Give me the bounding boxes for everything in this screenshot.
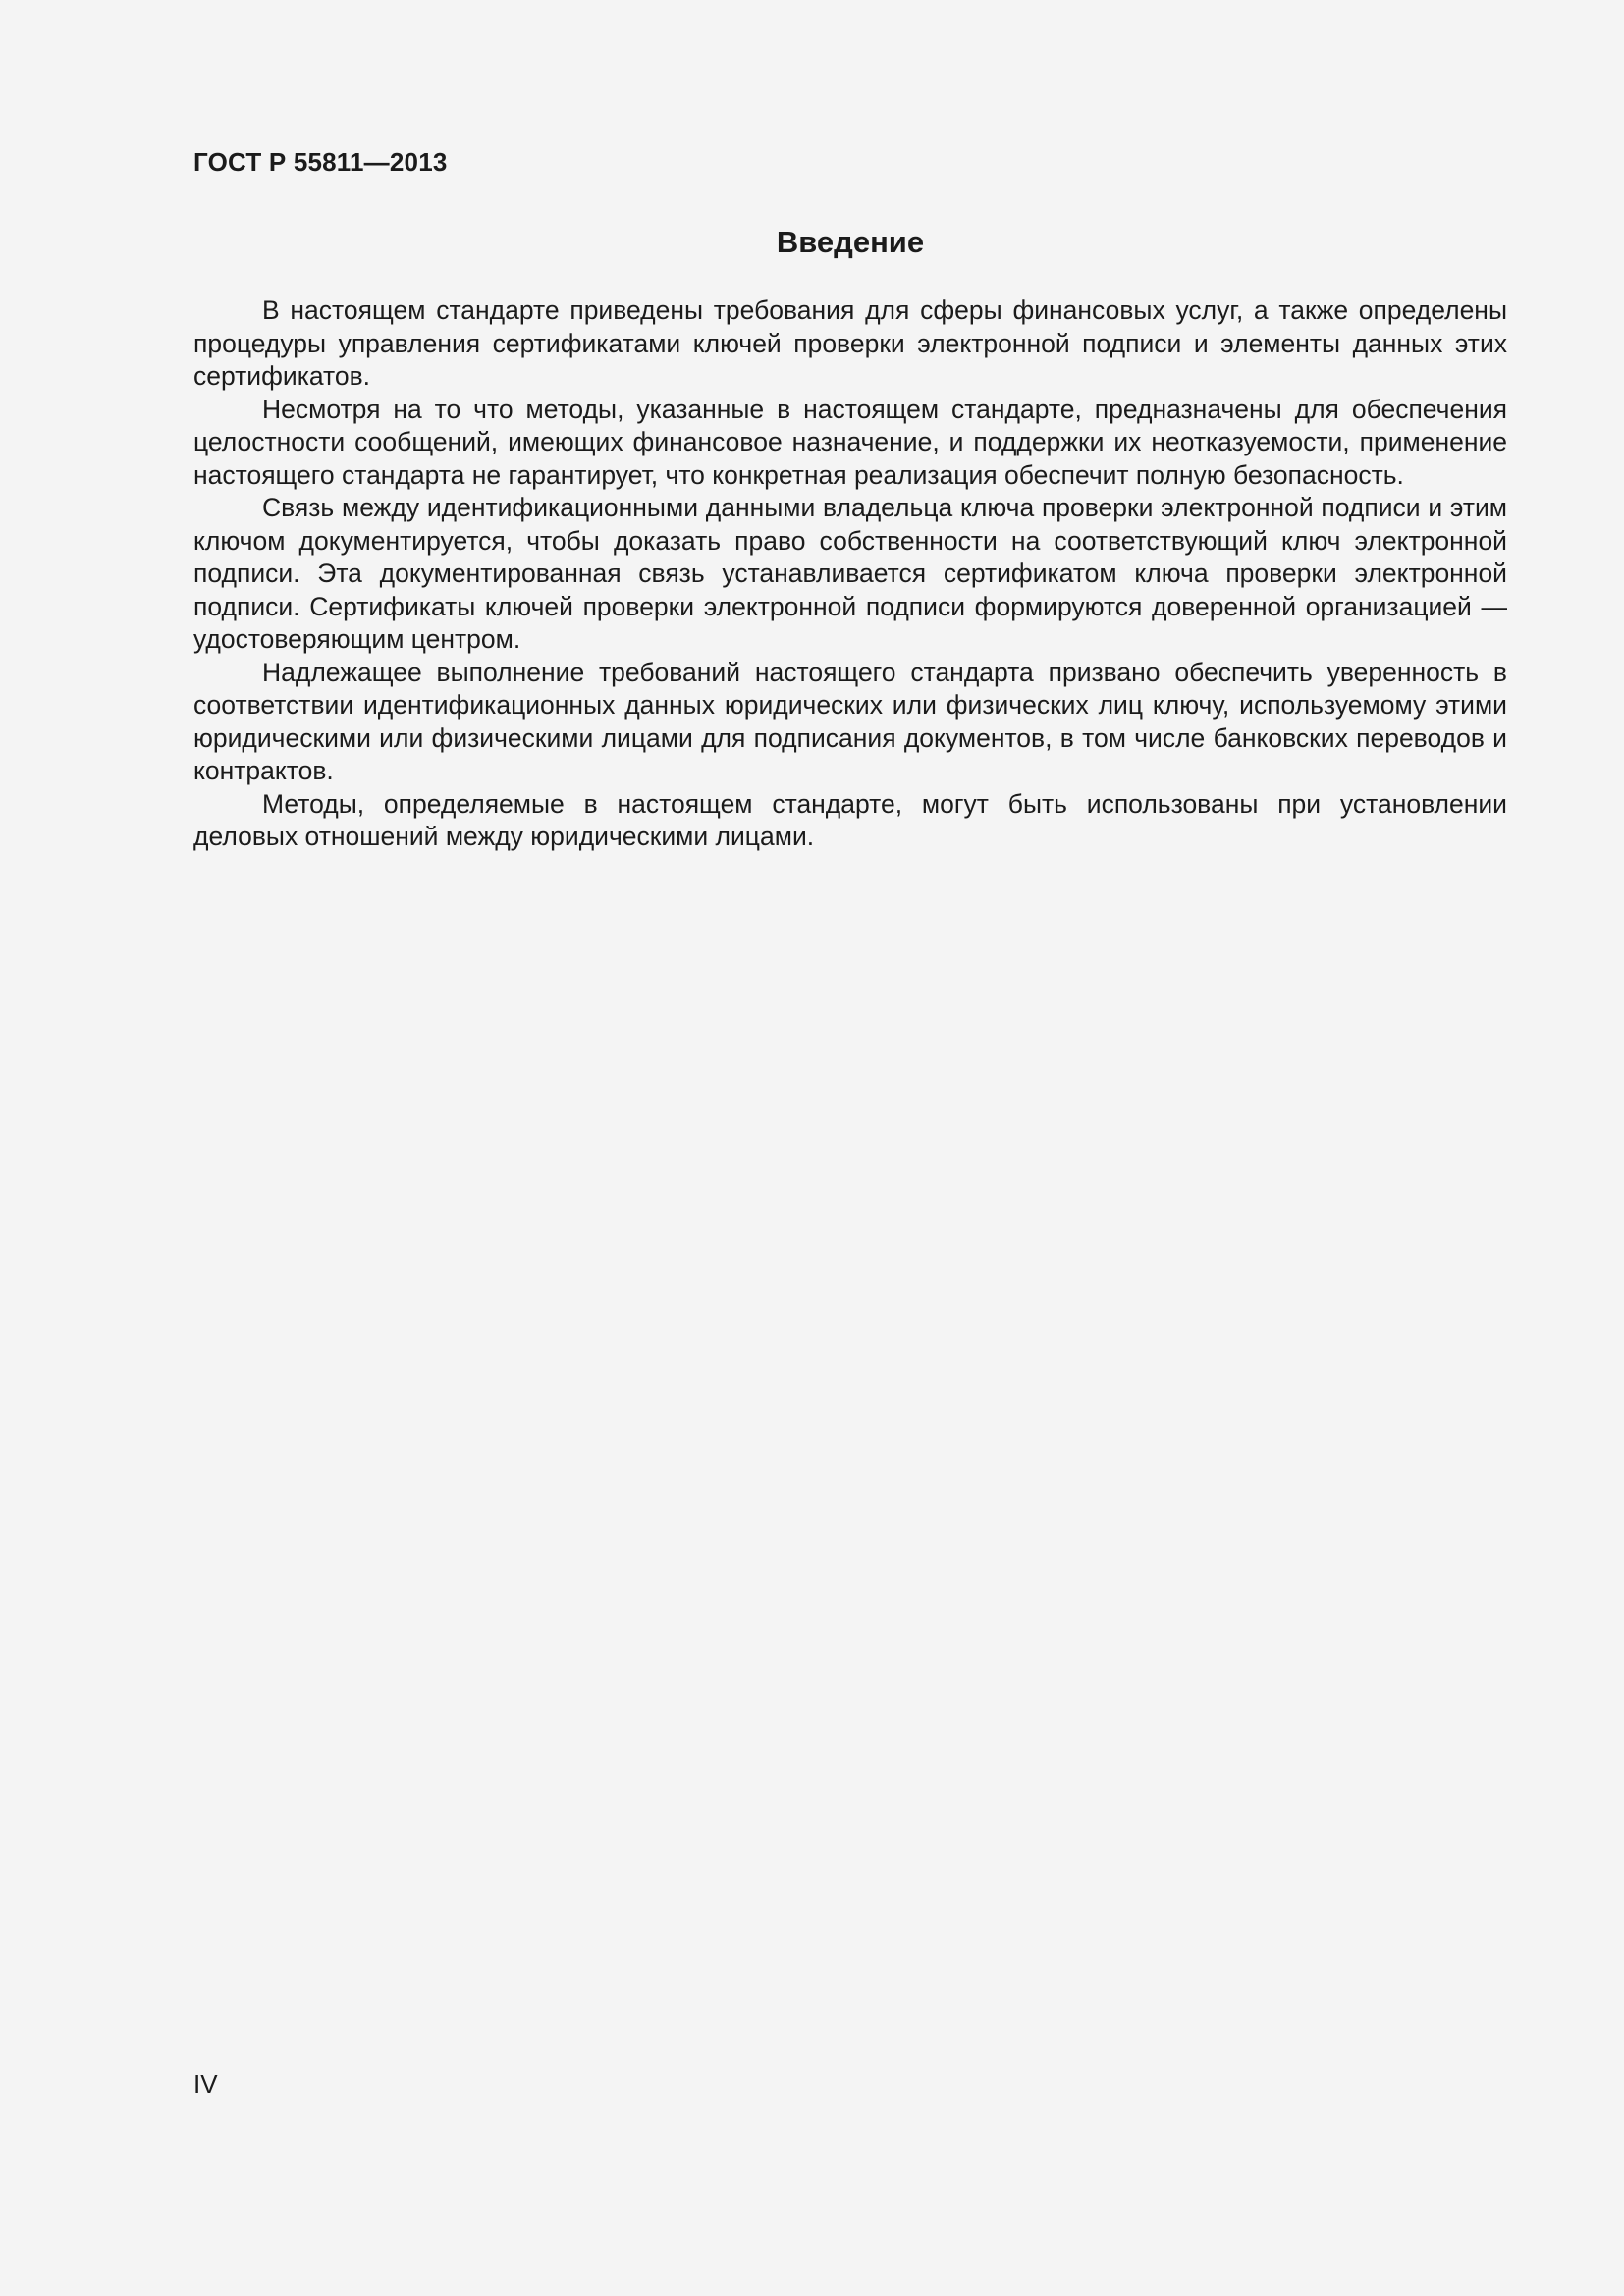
document-header: ГОСТ Р 55811—2013 — [193, 147, 448, 177]
paragraph-1: В настоящем стандарте приведены требования для сферы финансовых услуг, а также определены процедуры управления сертификатами ключей проверки электронной подписи и элементы данных этих сертификатов. — [193, 295, 1507, 391]
introduction-body — [193, 294, 1507, 854]
paragraph-5: Методы, определяемые в настоящем стандарте, могут быть использованы при установлении деловых отношений между юридическими лицами. — [193, 788, 1507, 851]
paragraph-3: Связь между идентификационными данными владельца ключа проверки электронной подписи и этим ключом документируется, чтобы доказать право собственности на соответствующий ключ электронной подписи. Эта документированная связь устанавливается сертификатом ключа проверки электронной подписи. Сертификаты ключей проверки электронной подписи формируются доверенной организацией — удостоверяющим центром. — [193, 493, 1507, 654]
section-title: Введение — [776, 225, 925, 259]
paragraph-2: Несмотря на то что методы, указанные в настоящем стандарте, предназначены для обеспечения целостности сообщений, имеющих финансовое назначение, и поддержки их неотказуемости, применение настоящего стандарта не гарантирует, что конкретная реализация обеспечит полную безопасность. — [193, 394, 1507, 490]
page-number: IV — [193, 2069, 218, 2099]
paragraph-4: Надлежащее выполнение требований настоящего стандарта призвано обеспечить уверенность в соответствии идентификационных данных юридических или физических лиц ключу, используемому этими юридическими или физическими лицами для подписания документов, в том числе банковских переводов и контрактов. — [193, 657, 1507, 785]
